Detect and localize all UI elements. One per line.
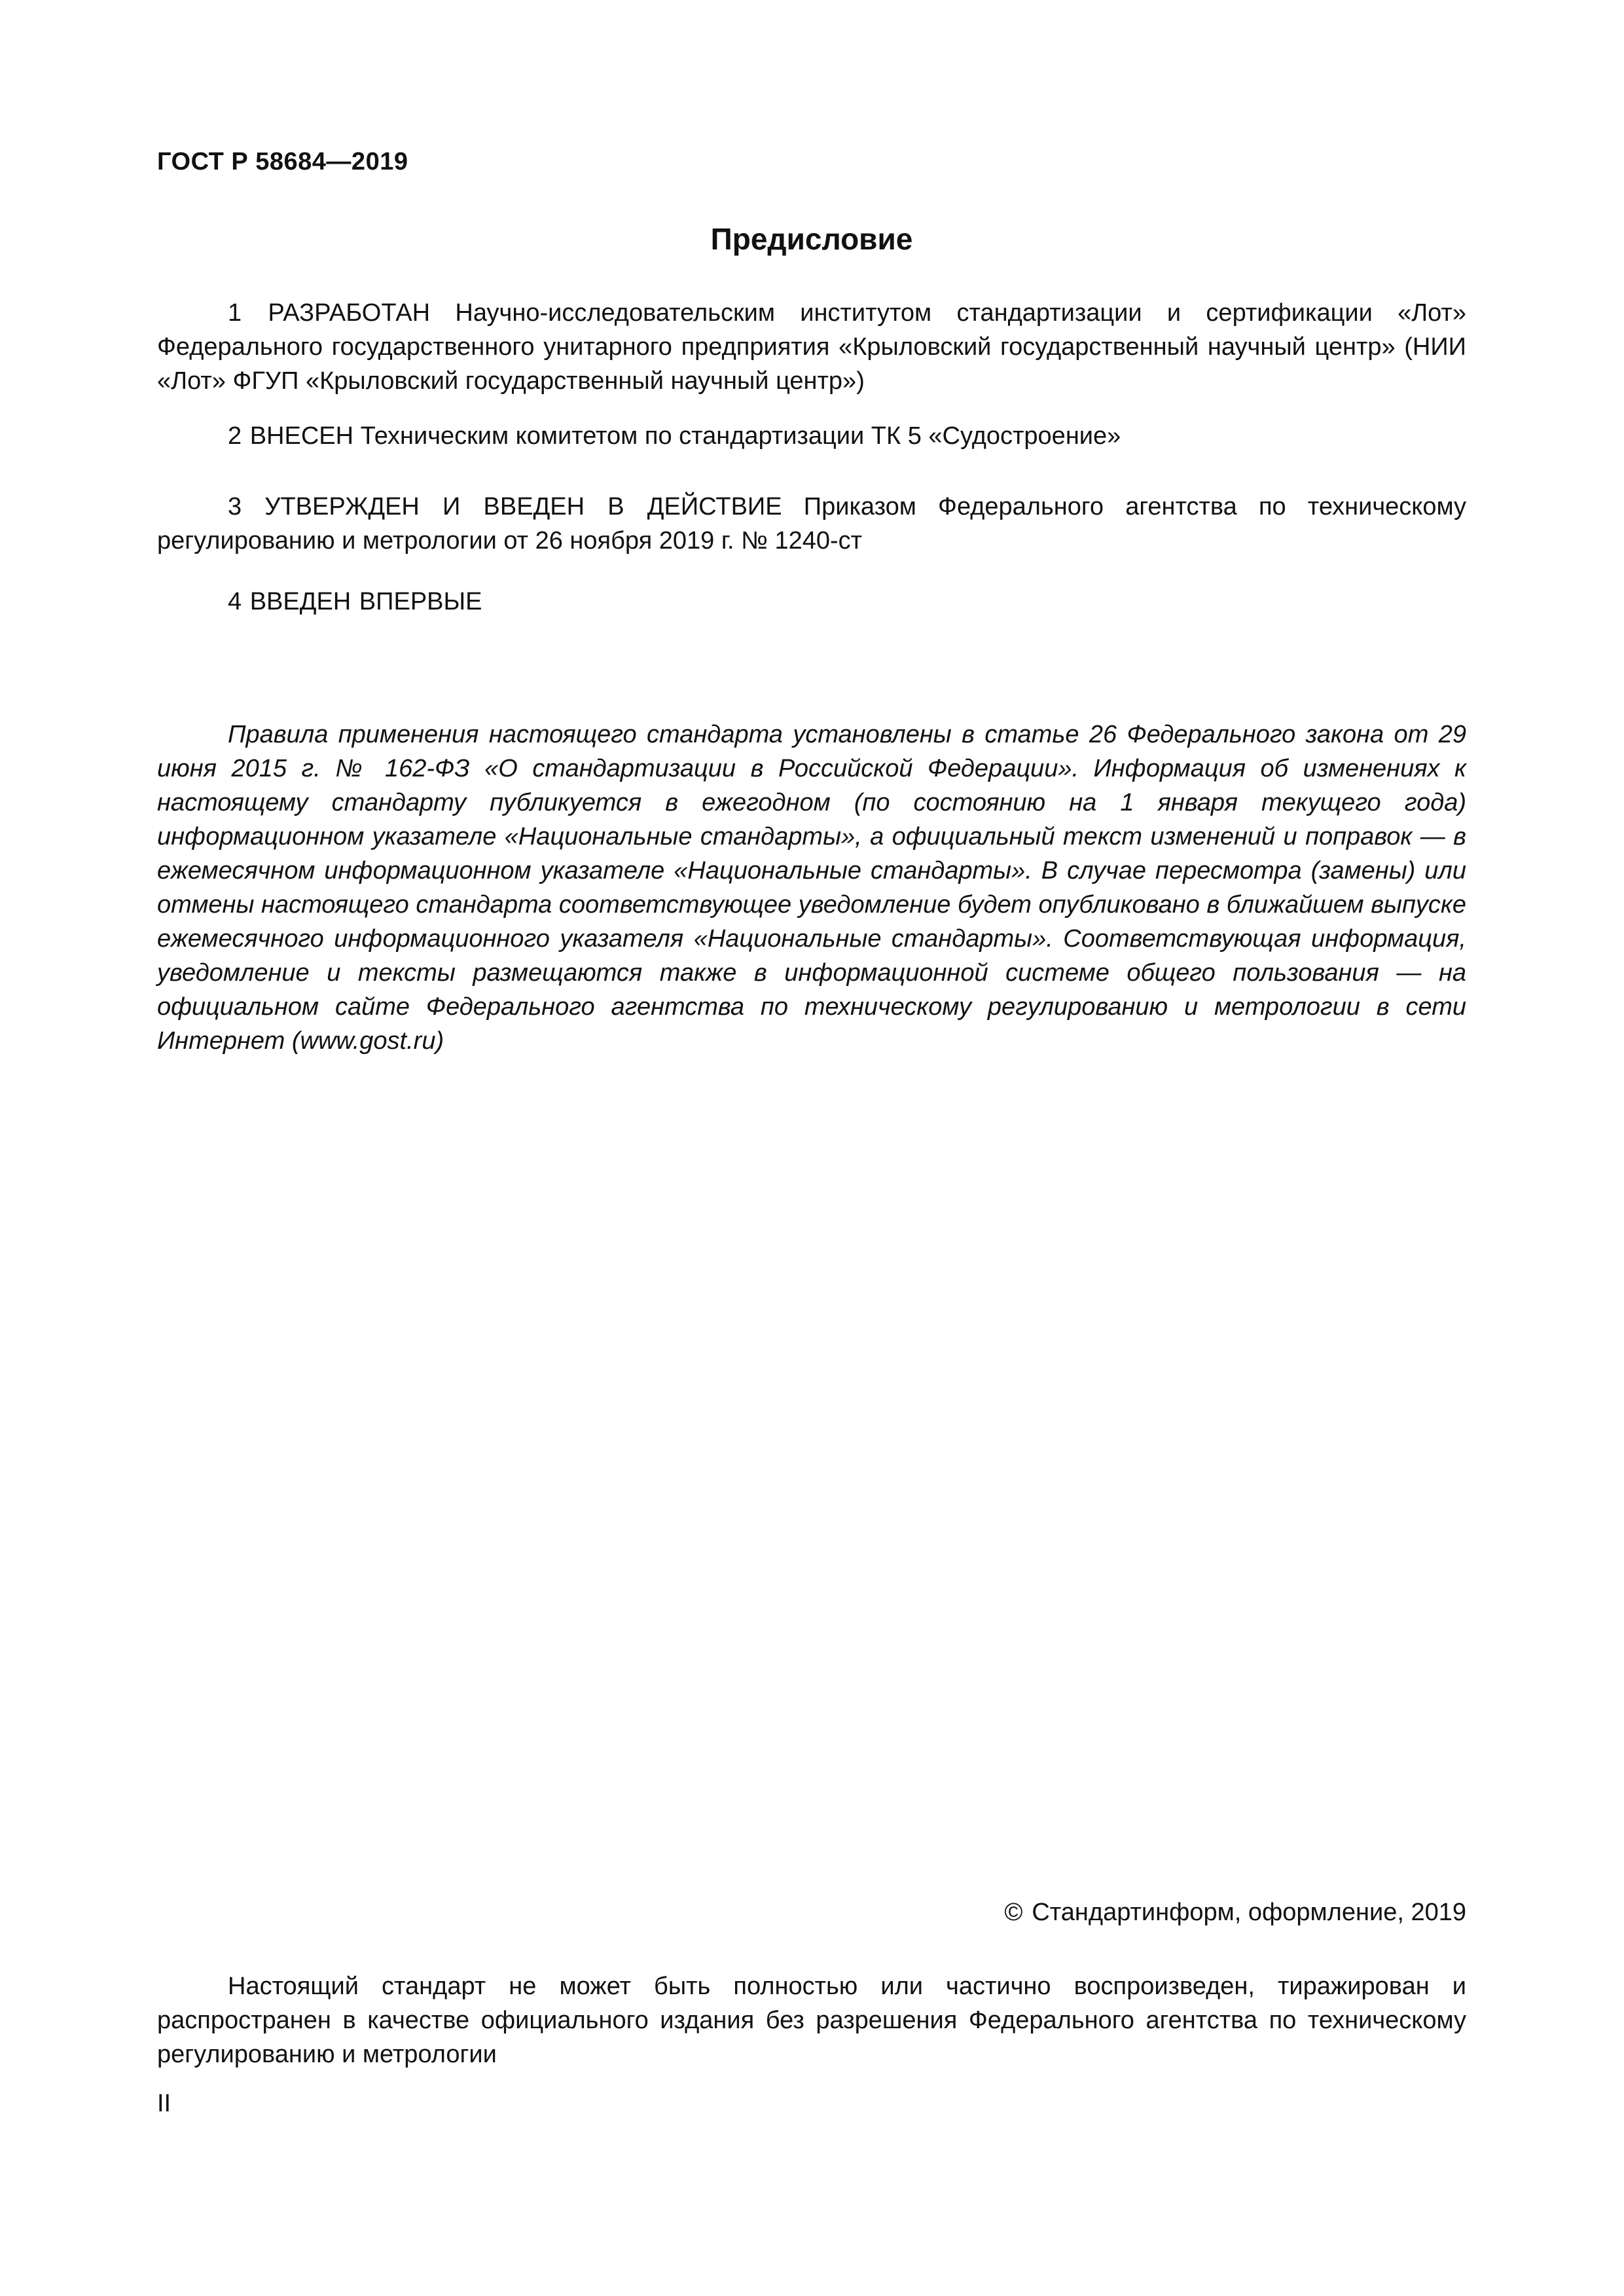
copyright-text: Стандартинформ, оформление, 2019: [1032, 1899, 1466, 1926]
foreword-item-introduced: [157, 419, 1466, 453]
item-text: Приказом Федерального агентства по техническому регулированию и метрологии от 26 ноября 2019 г. № 1240-ст: [157, 493, 1467, 555]
item-text: Техническим комитетом по стандартизации ТК 5 «Судостроение»: [360, 422, 1121, 450]
document-code: ГОСТ Р 58684—2019: [157, 148, 408, 175]
copyright-line: [157, 1899, 1466, 1927]
item-lead: 4 ВВЕДЕН ВПЕРВЫЕ: [228, 588, 482, 615]
foreword-item-approved: [157, 490, 1466, 558]
page-number: II: [157, 2090, 171, 2117]
item-lead: 1 РАЗРАБОТАН: [228, 299, 431, 327]
foreword-item-developed: [157, 296, 1466, 398]
section-title: Предисловие: [710, 222, 913, 256]
foreword-item-first-introduced: [157, 585, 1466, 619]
rules-notice: Правила применения настоящего стандарта установлены в статье 26 Федерального закона от 29 июня 2015 г. № 162-ФЗ «О стандартизации в Российской Федерации». Информация об изменениях к настоящему стандарту публикуется в ежегодном (по состоянию на 1 января текущего года) информационном указателе «Национальные стандарты», а официальный текст изменений и поправок — в ежемесячном информационном указателе «Национальные стандарты». В случае пересмотра (замены) или отмены настоящего стандарта соответствующее уведомление будет опубликовано в ближайшем выпуске ежемесячного информационного указателя «Национальные стандарты». Соответствующая информация, уведомление и тексты размещаются также в информационной системе общего пользования — на официальном сайте Федерального агентства по техническому регулированию и метрологии в сети Интернет (www.gost.ru): [157, 721, 1466, 1055]
reproduction-notice: Настоящий стандарт не может быть полностью или частично воспроизведен, тиражирован и распространен в качестве официального издания без разрешения Федерального агентства по техническому регулированию и метрологии: [157, 1973, 1466, 2068]
item-lead: 3 УТВЕРЖДЕН И ВВЕДЕН В ДЕЙСТВИЕ: [228, 493, 782, 520]
item-lead: 2 ВНЕСЕН: [228, 422, 354, 450]
copyright-symbol: ©: [1004, 1899, 1023, 1926]
item-text: Научно-исследовательским институтом стандартизации и сертификации «Лот» Федерального государственного унитарного предприятия «Крыловский государственный научный центр» (НИИ «Лот» ФГУП «Крыловский государственный научный центр»): [157, 299, 1467, 395]
